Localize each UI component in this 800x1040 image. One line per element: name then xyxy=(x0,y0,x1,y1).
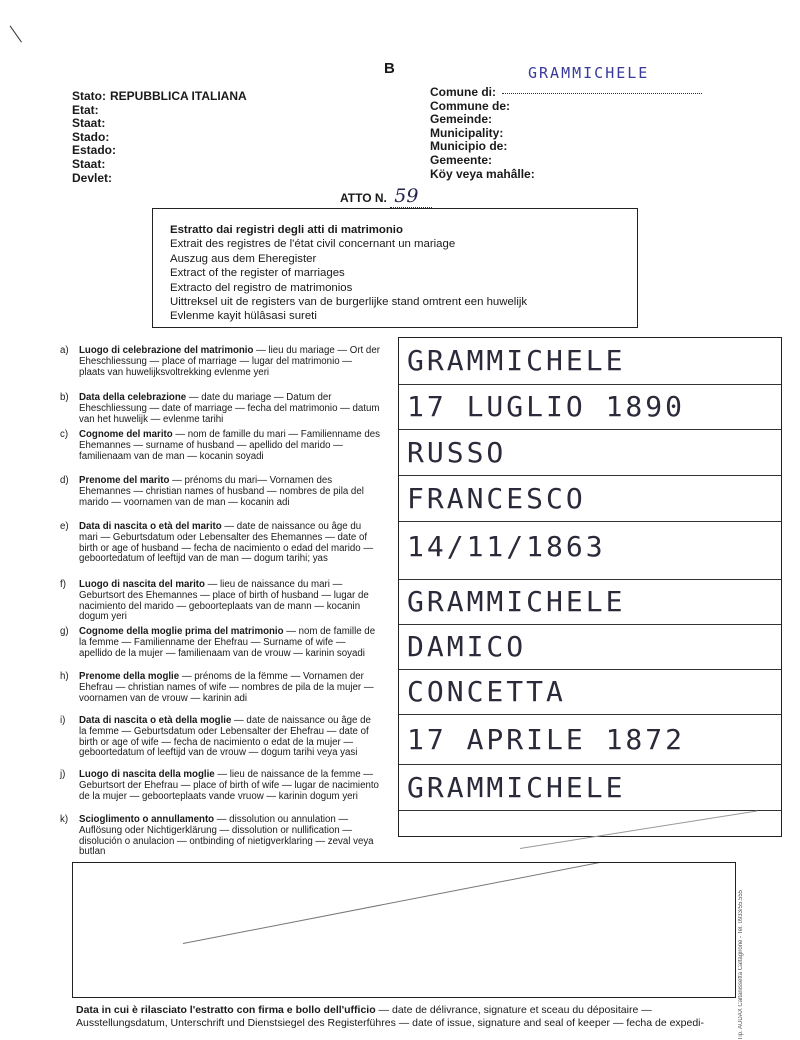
answer-row-g xyxy=(399,625,781,670)
field-label-i: i) Data di nascita o età della moglie — date de naissance ou âge de la femme — Geburtsdatum oder Lebensalter der Ehefrau — date of birth or age of wife — fecha de nacimiento o edat de la mujer — geboortedatum of leeftijd van de vrouw — dogum tarihi veya yasi xyxy=(60,715,371,759)
title-line: Extract of the register of marriages xyxy=(170,267,345,280)
answer-text: CONCETTA xyxy=(407,675,566,708)
comune-label: Municipio de: xyxy=(430,139,508,154)
field-label-a: a) Luogo di celebrazione del matrimonio — lieu du mariage — Ort der Eheschliessung — place of marriage — lugar del matrimonio — plaats van huwelijksvoltrekking evlenme yeri xyxy=(60,345,380,378)
stato-value: REPUBBLICA ITALIANA xyxy=(110,89,247,103)
comune-label: Commune de: xyxy=(430,98,511,113)
field-label-c: c) Cognome del marito — nom de famille du mari — Familienname des Ehemannes — surname of husband — apellido del marido — familienaam van de man — kocanin soyadi xyxy=(60,429,380,462)
title-line: Extracto del registro de matrimonios xyxy=(170,281,353,294)
answer-text: GRAMMICHELE xyxy=(407,585,626,618)
state-label: Stado: xyxy=(72,129,110,144)
answer-row-a xyxy=(399,338,781,385)
notes-box xyxy=(72,862,736,998)
stato-label: Stato: xyxy=(72,89,106,103)
answer-row-c xyxy=(399,430,781,476)
answer-row-d xyxy=(399,476,781,522)
field-label-b: b) Data della celebrazione — date du mariage — Datum der Eheschliessung — date of marriage — fecha del matrimonio — datum van het huwelijk — evlenme tarihi xyxy=(60,392,380,425)
field-label-g: g) Cognome della moglie prima del matrimonio — nom de famille de la femme — Familienname der Ehefrau — Surname of wife — apellido de la mujer — familienaam van de vrouw — karinin soyadi xyxy=(60,626,376,659)
field-label-d: d) Prenome del marito — prénoms du mari— Vornamen des Ehemannes — christian names of husband — nombres de pila del marido — voornamen van de man — kocanin adi xyxy=(60,475,364,508)
comune-label: Comune di: xyxy=(430,85,496,99)
answers-box xyxy=(398,337,782,837)
answer-row-j xyxy=(399,765,781,811)
field-label-k: k) Scioglimento o annullamento — dissolution ou annulation — Auflösung oder Nichtigerklärung — dissolution or nullification — disolución o anulacion — ontbinding of nietigverklaring — zeval veya butlan xyxy=(60,814,374,858)
footer-text: Data in cui è rilasciato l'estratto con firma e bollo dell'ufficio — date de délivrance, signature et sceau du dépositaire — Ausstellungsdatum, Unterschrift und Dienstsiegel des Registerführes — date of issue, signature and seal of keeper — fecha de expedi- xyxy=(76,1004,705,1029)
comune-label: Gemeente: xyxy=(430,152,493,167)
answer-text: 17 LUGLIO 1890 xyxy=(407,390,686,423)
pen-mark xyxy=(10,18,34,43)
title-box xyxy=(152,208,638,328)
comune-label: Köy veya mahâlle: xyxy=(430,166,535,181)
state-label: Devlet: xyxy=(72,170,113,185)
form-letter: B xyxy=(384,60,396,77)
comune-block xyxy=(430,86,702,181)
state-block xyxy=(72,90,247,185)
answer-row-e xyxy=(399,522,781,580)
state-label: Etat: xyxy=(72,102,99,117)
comune-label: Gemeinde: xyxy=(430,112,493,127)
answer-text: GRAMMICHELE xyxy=(407,771,626,804)
comune-stamp: GRAMMICHELE xyxy=(528,64,650,82)
answer-text: GRAMMICHELE xyxy=(407,344,626,377)
printer-imprint: Tip. AUDAX Caltanissetta Caltagirone - Tel. 0933/55.555 xyxy=(738,890,744,1040)
field-label-h: h) Prenome della moglie — prénoms de la fëmme — Vornamen der Ehefrau — christian names of wife — nombres de pila de la mujer — voornamen van de vrouw — karinin adi xyxy=(60,671,374,704)
comune-label: Municipality: xyxy=(430,125,504,140)
title-line: Extrait des registres de l'état civil concernant un mariage xyxy=(170,238,456,251)
field-label-j: j) Luogo di nascita della moglie — lieu de naissance de la femme — Geburtsort der Ehefrau — place of birth of wife — lugar de nacimiento de la mujer — geboorteplaats vande vruow — karinin dogum yeri xyxy=(60,769,379,802)
field-label-e: e) Data di nascita o età del marito — date de naissance ou âge du mari — Geburtsdatum oder Lebensalter des Ehemannes — date of birth or age of husband — fecha de nacimiento o edad del marido — geboortedatum of leeftijd van de man — dogum tarihi; yas xyxy=(60,521,374,565)
answer-row-b xyxy=(399,385,781,430)
atto-number-row xyxy=(340,185,432,207)
answer-row-h xyxy=(399,670,781,715)
answer-text: DAMICO xyxy=(407,630,527,663)
comune-fill-line xyxy=(502,93,702,94)
state-label: Staat: xyxy=(72,116,106,131)
cancel-line xyxy=(183,862,733,944)
title-line: Evlenme kayit hülâsasi sureti xyxy=(170,310,317,323)
title-line: Uittreksel uit de registers van de burgerlijke stand omtrent een huwelijk xyxy=(170,296,528,309)
answer-text: RUSSO xyxy=(407,436,507,469)
answer-text: FRANCESCO xyxy=(407,482,586,515)
atto-number: 59 xyxy=(390,185,432,208)
state-label: Estado: xyxy=(72,143,117,158)
answer-text: 17 APRILE 1872 xyxy=(407,723,686,756)
answer-row-i xyxy=(399,715,781,765)
answer-text: 14/11/1863 xyxy=(407,530,606,563)
field-label-f: f) Luogo di nascita del marito — lieu de naissance du mari — Geburtsort des Ehemannes — place of birth of husband — lugar de nacimiento del marido — geboorteplaats van de mann — kocanin dogum yeri xyxy=(60,579,369,623)
state-label: Staat: xyxy=(72,156,106,171)
title-line: Auszug aus dem Eheregister xyxy=(170,252,317,265)
title-line: Estratto dai registri degli atti di matrimonio xyxy=(170,224,403,236)
answer-row-f xyxy=(399,580,781,625)
atto-label: ATTO N. xyxy=(340,191,387,205)
